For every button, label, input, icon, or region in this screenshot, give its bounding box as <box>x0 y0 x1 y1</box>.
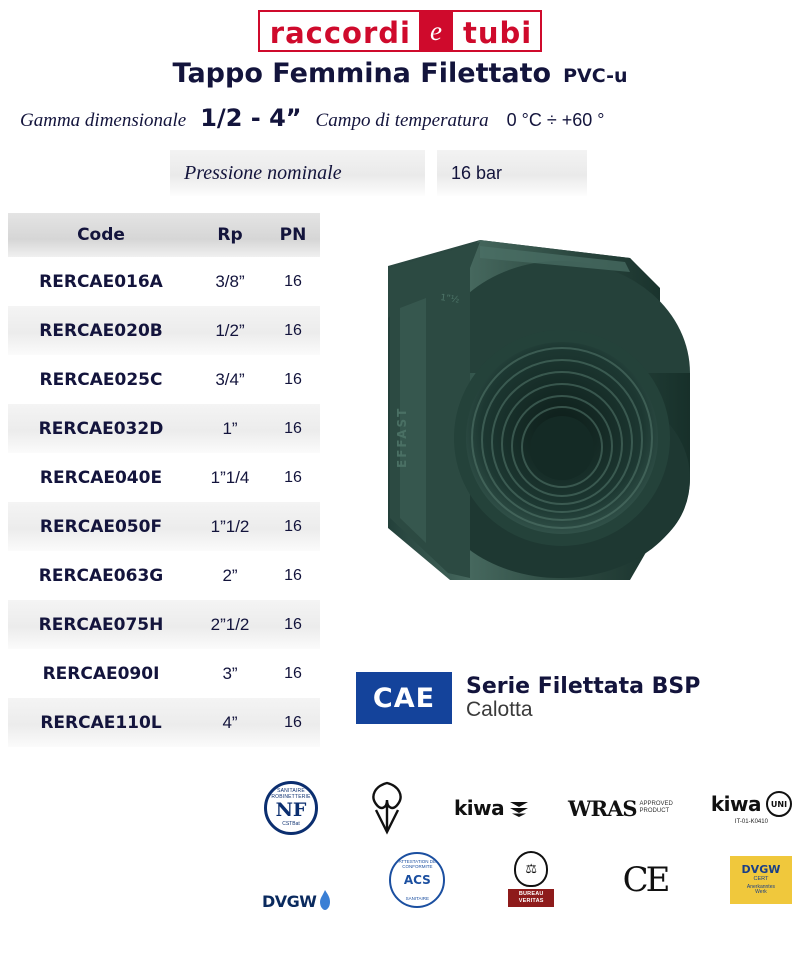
cell-code: RERCAE025C <box>39 369 163 390</box>
bore-center <box>530 416 594 480</box>
cell-rp: 2” <box>222 565 238 585</box>
series-text <box>466 675 700 721</box>
wras-label: WRAS <box>568 795 637 821</box>
cell-rp: 3” <box>222 663 238 683</box>
product-title: Tappo Femmina Filettato <box>172 58 552 89</box>
table-row <box>8 404 320 453</box>
table-row <box>8 502 320 551</box>
cell-rp: 1”1/2 <box>210 516 250 536</box>
spec-summary-row <box>20 104 790 132</box>
brand-word-e: e <box>419 12 453 50</box>
column-header-rp: Rp <box>217 225 243 245</box>
kiwa-label: kiwa <box>453 796 505 820</box>
cell-pn: 16 <box>284 468 302 486</box>
product-codes-table-wrapper <box>8 213 320 747</box>
cell-pn: 16 <box>284 615 302 633</box>
dvgw-cert-sub-2: Anerkanntes <box>746 883 775 890</box>
dvgw-label: DVGW <box>262 892 317 911</box>
table-row <box>8 355 320 404</box>
bureau-veritas-icon <box>502 849 560 911</box>
embossed-size-text: 1”½ <box>439 293 460 306</box>
table-row <box>8 453 320 502</box>
cell-pn: 16 <box>284 566 302 584</box>
wras-sub <box>640 801 673 815</box>
temperature-range-value: 0 °C ÷ +60 ° <box>506 110 605 130</box>
cell-code: RERCAE110L <box>40 712 162 733</box>
uni-badge: UNI <box>766 791 792 817</box>
ce-icon <box>616 849 674 911</box>
cell-rp: 1” <box>222 418 238 438</box>
brand-logo <box>0 10 800 52</box>
table-row <box>8 257 320 306</box>
nf-bottom-text: CSTBat <box>282 821 300 827</box>
acs-bottom-text: SANITAIRE <box>405 896 430 901</box>
brand-word-tubi: tubi <box>453 12 540 50</box>
embossed-brand-text: EFFAST <box>395 406 409 468</box>
series-block <box>356 672 700 724</box>
cell-pn: 16 <box>284 664 302 682</box>
acs-mark-circle <box>389 852 445 908</box>
kiwa-uni-code: IT-01-K0410 <box>734 819 768 825</box>
cell-code: RERCAE020B <box>39 320 163 341</box>
cell-pn: 16 <box>284 517 302 535</box>
cell-code: RERCAE075H <box>38 614 164 635</box>
dimensional-range-label: Gamma dimensionale <box>20 110 187 131</box>
kiwa-uni-label: kiwa <box>710 792 761 816</box>
cell-rp: 4” <box>222 712 238 732</box>
kiwa-icon <box>454 777 530 839</box>
dvgw-cert-box <box>730 856 792 904</box>
table-row <box>8 649 320 698</box>
nominal-pressure-value-box <box>437 150 587 196</box>
bv-mark-wrap <box>508 851 554 909</box>
wras-icon <box>568 777 673 839</box>
product-image <box>330 228 700 648</box>
certification-row-2 <box>262 844 792 916</box>
nf-label: NF <box>275 799 307 821</box>
cell-code: RERCAE063G <box>38 565 164 586</box>
cell-rp: 1/2” <box>215 320 245 340</box>
acs-label: ACS <box>403 873 431 887</box>
nf-icon <box>262 777 320 839</box>
dvgw-flame-glyph <box>318 889 332 911</box>
cell-code: RERCAE016A <box>39 271 163 292</box>
cell-rp: 1”1/4 <box>210 467 250 487</box>
cae-logo: CAE <box>356 672 452 724</box>
cell-code: RERCAE090I <box>42 663 160 684</box>
table-header <box>8 213 320 257</box>
cell-rp: 3/8” <box>215 271 245 291</box>
dimensional-range-value: 1/2 - 4” <box>200 104 302 132</box>
cell-pn: 16 <box>284 272 302 290</box>
nominal-pressure-value: 16 bar <box>451 162 503 183</box>
series-line-2: Calotta <box>466 698 533 721</box>
dvgw-icon <box>262 849 332 911</box>
brand-word-raccordi: raccordi <box>260 12 419 50</box>
kitemark-icon <box>358 777 416 839</box>
table-row <box>8 600 320 649</box>
cell-pn: 16 <box>284 419 302 437</box>
nominal-pressure-label: Pressione nominale <box>184 161 342 184</box>
cell-code: RERCAE040E <box>39 467 163 488</box>
series-line-1: Serie Filettata BSP <box>466 673 701 699</box>
column-header-pn: PN <box>279 225 307 245</box>
kiwa-wave-glyph <box>508 797 530 819</box>
product-material: PVC-u <box>563 65 628 87</box>
column-header-code: Code <box>77 225 125 245</box>
cell-code: RERCAE050F <box>39 516 163 537</box>
cell-pn: 16 <box>284 321 302 339</box>
wras-sub-1: APPROVED <box>639 801 673 808</box>
cell-pn: 16 <box>284 370 302 388</box>
product-codes-table <box>8 213 320 747</box>
nominal-pressure-row <box>170 150 587 196</box>
page-title <box>0 58 800 89</box>
dvgw-cert-sub-3: Werk <box>755 889 767 896</box>
cell-rp: 3/4” <box>215 369 245 389</box>
ce-label: CE <box>622 860 668 900</box>
acs-icon <box>388 849 446 911</box>
dvgw-cert-sub-1: CERT <box>753 876 769 883</box>
dvgw-cert-label: DVGW <box>741 862 781 876</box>
table-header-row <box>8 213 320 257</box>
table-body <box>8 257 320 747</box>
brand-logo-box <box>258 10 542 52</box>
cell-code: RERCAE032D <box>38 418 164 439</box>
kitemark-glyph <box>362 780 412 836</box>
wras-sub-2: PRODUCT <box>639 808 670 814</box>
certification-row-1 <box>262 772 792 844</box>
bv-shield-glyph: ⚖ <box>514 851 548 887</box>
acs-top-text: ATTESTATION DE CONFORMITE <box>398 859 437 869</box>
kiwa-uni-icon <box>711 777 792 839</box>
cell-rp: 2”1/2 <box>210 614 250 634</box>
nominal-pressure-label-box <box>170 150 425 196</box>
table-row <box>8 551 320 600</box>
product-illustration <box>330 228 700 648</box>
nf-top-text: SANITAIRE ROBINETTERIE <box>271 788 311 800</box>
cell-pn: 16 <box>284 713 302 731</box>
temperature-range-label: Campo di temperatura <box>315 110 489 131</box>
bv-label: BUREAU VERITAS <box>508 889 554 907</box>
table-row <box>8 306 320 355</box>
certification-marks <box>262 772 792 916</box>
dvgw-cert-icon <box>730 849 792 911</box>
nf-mark-circle <box>264 781 318 835</box>
table-row <box>8 698 320 747</box>
